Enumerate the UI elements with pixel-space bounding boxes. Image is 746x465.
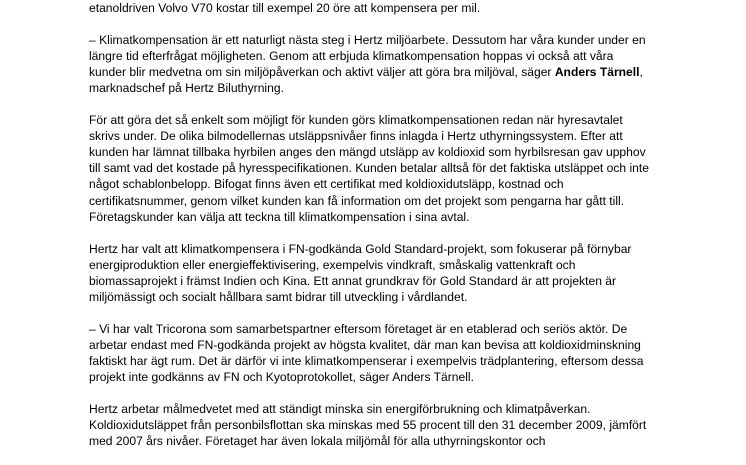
paragraph-4 (89, 241, 649, 305)
paragraph-4-text: Hertz har valt att klimatkompensera i FN-godkända Gold Standard-projekt, som fokuserar på förnybar energiproduktion eller energieffektivisering, exempelvis vindkraft, småskalig vattenkraft och biomassaprojekt i främst Indien och Kina. Ett annat grundkrav för Gold Standard är att projekten är miljömässigt och socialt hållbara samt bidrar till utveckling i vårdlandet. (89, 241, 632, 304)
paragraph-2-text-end: , marknadschef på Hertz Biluthyrning. (89, 65, 643, 96)
paragraph-2 (89, 32, 649, 96)
speaker-name: Anders Tärnell (554, 65, 640, 80)
paragraph-6-text: Hertz arbetar målmedvetet med att ständigt minska sin energiförbrukning och klimatpåverkan. Koldioxidutsläppet från personbilsflottan ska minskas med 55 procent till den 31 december 2009, jämfört med 2007 års nivåer. Företaget har även lokala miljömål för alla uthyrningskontor och (89, 401, 647, 449)
paragraph-2-text: – Klimatkompensation är ett naturligt nästa steg i Hertz miljöarbete. Dessutom har våra kunder under en längre tid efterfrågat möjligheten. Genom att erbjuda klimatkompensation hoppas vi också att våra kunder blir medvetna om sin miljöpåverkan och aktivt väljer att göra bra miljöval, säger (89, 33, 646, 80)
paragraph-3 (89, 112, 649, 224)
paragraph-5-text: – Vi har valt Tricorona som samarbetspartner eftersom företaget är en etablerad och seriös aktör. De arbetar endast med FN-godkända projekt av högsta kvalitet, där man kan bevisa att koldioxidminskning faktiskt har ägt rum. Det är därför vi inte klimatkompenserar i exempelvis trädplantering, eftersom dessa projekt inte godkänns av FN och Kyotoprotokollet, säger Anders Tärnell. (89, 321, 644, 384)
paragraph-1 (89, 0, 649, 16)
paragraph-3-text: För att göra det så enkelt som möjligt för kunden görs klimatkompensationen redan när hyresavtalet skrivs under. De olika bilmodellernas utsläppsnivåer finns inlagda i Hertz uthyrningssystem. Efter att kunden har lämnat tillbaka hyrbilen anges den mängd utsläpp av koldioxid som hyrbilsresan gav upphov till samt vad det kostade på hyresspecifikationen. Kunden betalar alltså för det faktiska utsläppet och inte något schablonbelopp. Bifogat finns även ett certifikat med koldioxidutsläpp, kostnad och certifikatsnummer, genom vilket kunden kan få information om det projekt som pengarna har gått till. Företagskunder kan välja att teckna till klimatkompensation i sina avtal. (89, 113, 649, 224)
paragraph-5 (89, 321, 649, 385)
paragraph-6 (89, 401, 649, 449)
document-page (89, 0, 649, 465)
paragraph-1-text: etanoldriven Volvo V70 kostar till exempel 20 öre att kompensera per mil. (89, 1, 481, 16)
